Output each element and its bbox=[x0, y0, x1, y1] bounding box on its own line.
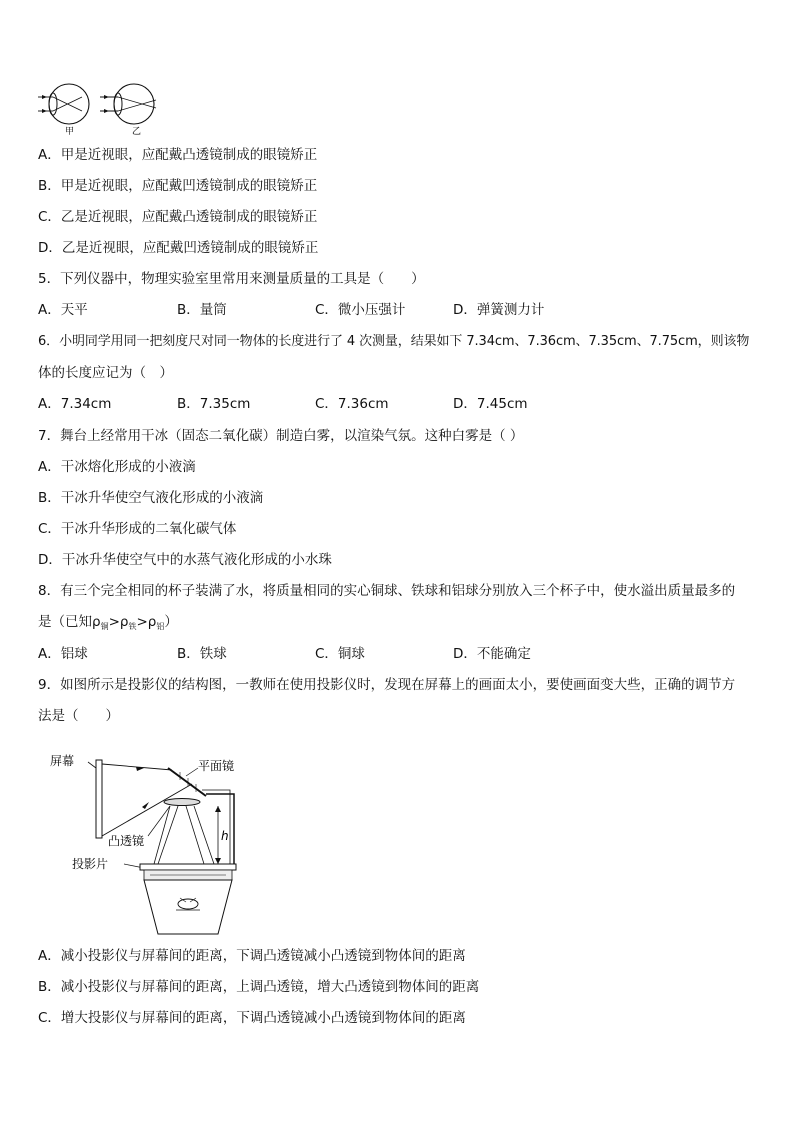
q7-stem: 7．舞台上经常用干冰（固态二氧化碳）制造白雾，以渲染气氛。这种白雾是（ ） bbox=[38, 428, 524, 444]
q8-gt-2: >ρ bbox=[136, 614, 157, 630]
q9-option-a: A．减小投影仪与屏幕间的距离，下调凸透镜减小凸透镜到物体间的距离 bbox=[38, 948, 466, 964]
q8-close: ） bbox=[164, 614, 178, 630]
q8-option-c: C．铜球 bbox=[315, 646, 365, 662]
q7-option-b: B．干冰升华使空气液化形成的小液滴 bbox=[38, 490, 264, 506]
q5-option-b: B．量筒 bbox=[177, 302, 227, 318]
q4-option-b: B．甲是近视眼，应配戴凹透镜制成的眼镜矫正 bbox=[38, 178, 318, 194]
q4-option-d: D．乙是近视眼，应配戴凹透镜制成的眼镜矫正 bbox=[38, 240, 319, 256]
q8-option-d: D．不能确定 bbox=[453, 646, 531, 662]
q4-option-c: C．乙是近视眼，应配戴凸透镜制成的眼镜矫正 bbox=[38, 209, 318, 225]
label-h: h bbox=[221, 829, 229, 843]
eye-diagram bbox=[36, 80, 166, 136]
label-screen: 屏幕 bbox=[50, 754, 75, 768]
q8-option-a: A．铝球 bbox=[38, 646, 88, 662]
eye-label-b: 乙 bbox=[132, 127, 142, 136]
q6-option-b: B．7.35cm bbox=[177, 396, 251, 412]
q5-stem: 5．下列仪器中，物理实验室里常用来测量质量的工具是（ ） bbox=[38, 271, 425, 287]
q7-option-d: D．干冰升华使空气中的水蒸气液化形成的小水珠 bbox=[38, 552, 332, 568]
q8-prefix: 是（已知ρ bbox=[38, 614, 101, 630]
label-slide: 投影片 bbox=[72, 857, 109, 871]
q6-stem-line2: 体的长度应记为（ ） bbox=[38, 365, 173, 381]
q6-option-d: D．7.45cm bbox=[453, 396, 528, 412]
q9-stem-line1: 9．如图所示是投影仪的结构图，一教师在使用投影仪时，发现在屏幕上的画面太小，要使画面变大些，正确的调节方 bbox=[38, 677, 736, 693]
q6-option-a: A．7.34cm bbox=[38, 396, 112, 412]
q8-sub-iron: 铁 bbox=[128, 622, 137, 631]
q8-stem-line2 bbox=[38, 613, 178, 636]
q5-option-d: D．弹簧测力计 bbox=[453, 302, 545, 318]
q8-stem-line1: 8．有三个完全相同的杯子装满了水，将质量相同的实心铜球、铁球和铝球分别放入三个杯子中，使水溢出质量最多的 bbox=[38, 583, 736, 599]
q5-option-a: A．天平 bbox=[38, 302, 88, 318]
q5-option-c: C．微小压强计 bbox=[315, 302, 406, 318]
q4-option-a: A．甲是近视眼，应配戴凸透镜制成的眼镜矫正 bbox=[38, 147, 318, 163]
q7-option-a: A．干冰熔化形成的小液滴 bbox=[38, 459, 196, 475]
q8-option-b: B．铁球 bbox=[177, 646, 227, 662]
q9-option-b: B．减小投影仪与屏幕间的距离，上调凸透镜，增大凸透镜到物体间的距离 bbox=[38, 979, 480, 995]
eye-label-a: 甲 bbox=[65, 127, 75, 136]
q8-sub-copper: 铜 bbox=[100, 622, 109, 631]
label-lens: 凸透镜 bbox=[108, 834, 145, 848]
q9-stem-line2: 法是（ ） bbox=[38, 708, 119, 724]
q6-stem-line1: 6．小明同学用同一把刻度尺对同一物体的长度进行了 4 次测量，结果如下 7.34cm、7.36cm、7.35cm、7.75cm，则该物 bbox=[38, 334, 750, 349]
projector-diagram bbox=[40, 744, 260, 936]
q8-sub-al: 铝 bbox=[156, 622, 165, 631]
q7-option-c: C．干冰升华形成的二氧化碳气体 bbox=[38, 521, 237, 537]
q6-option-c: C．7.36cm bbox=[315, 396, 389, 412]
label-mirror: 平面镜 bbox=[198, 759, 235, 773]
q8-gt-1: >ρ bbox=[108, 614, 129, 630]
q9-option-c: C．增大投影仪与屏幕间的距离，下调凸透镜减小凸透镜到物体间的距离 bbox=[38, 1010, 466, 1026]
